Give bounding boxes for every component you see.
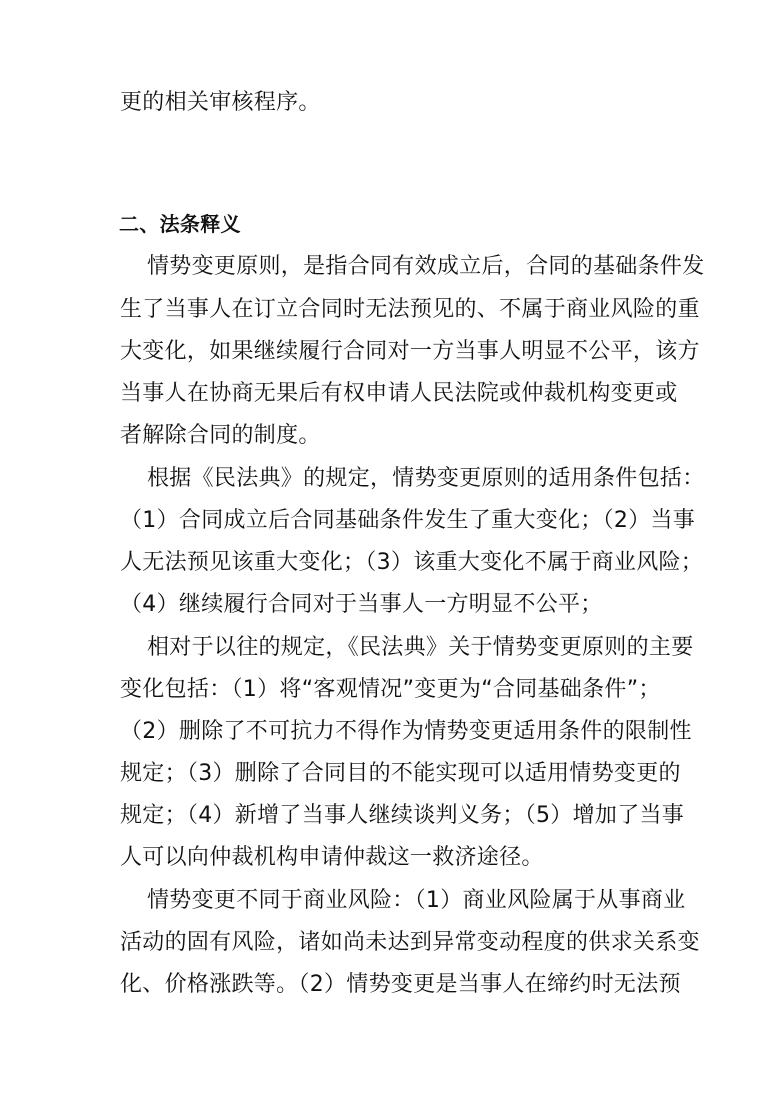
paragraph-line: 人无法预见该重大变化；（3）该重大变化不属于商业风险； <box>120 550 704 575</box>
paragraph-line: 规定；（3）删除了合同目的不能实现可以适用情势变更的 <box>120 761 681 786</box>
paragraph-line: 大变化，如果继续履行合同对一方当事人明显不公平，该方 <box>120 339 700 364</box>
paragraph-line: 相对于以往的规定，《民法典》关于情势变更原则的主要 <box>147 635 694 660</box>
paragraph-line: 根据《民法典》的规定，情势变更原则的适用条件包括： <box>147 466 705 491</box>
paragraph-line: 生了当事人在订立合同时无法预见的、不属于商业风险的重 <box>120 297 700 322</box>
paragraph-line: 当事人在协商无果后有权申请人民法院或仲裁机构变更或 <box>120 381 678 406</box>
paragraph-line: （2）删除了不可抗力不得作为情势变更适用条件的限制性 <box>120 719 692 744</box>
section-heading: 二、法条释义 <box>119 212 241 236</box>
paragraph-line: 变化包括：（1）将“客观情况”变更为“合同基础条件”； <box>120 677 661 702</box>
paragraph-line: 人可以向仲裁机构申请仲裁这一救济途径。 <box>120 845 544 870</box>
paragraph-line: 活动的固有风险，诸如尚未达到异常变动程度的供求关系变 <box>120 930 700 955</box>
paragraph-line: 情势变更不同于商业风险：（1）商业风险属于从事商业 <box>147 888 686 913</box>
paragraph-line: （1）合同成立后合同基础条件发生了重大变化；（2）当事 <box>120 508 696 533</box>
paragraph-line: 情势变更原则，是指合同有效成立后，合同的基础条件发 <box>147 254 705 279</box>
paragraph-line: 化、价格涨跌等。（2）情势变更是当事人在缔约时无法预 <box>120 972 681 997</box>
paragraph-line: 者解除合同的制度。 <box>120 423 321 448</box>
intro-line: 更的相关审核程序。 <box>120 90 321 115</box>
paragraph-line: （4）继续履行合同对于当事人一方明显不公平； <box>120 592 603 617</box>
paragraph-line: 规定；（4）新增了当事人继续谈判义务；（5）增加了当事 <box>120 803 685 828</box>
